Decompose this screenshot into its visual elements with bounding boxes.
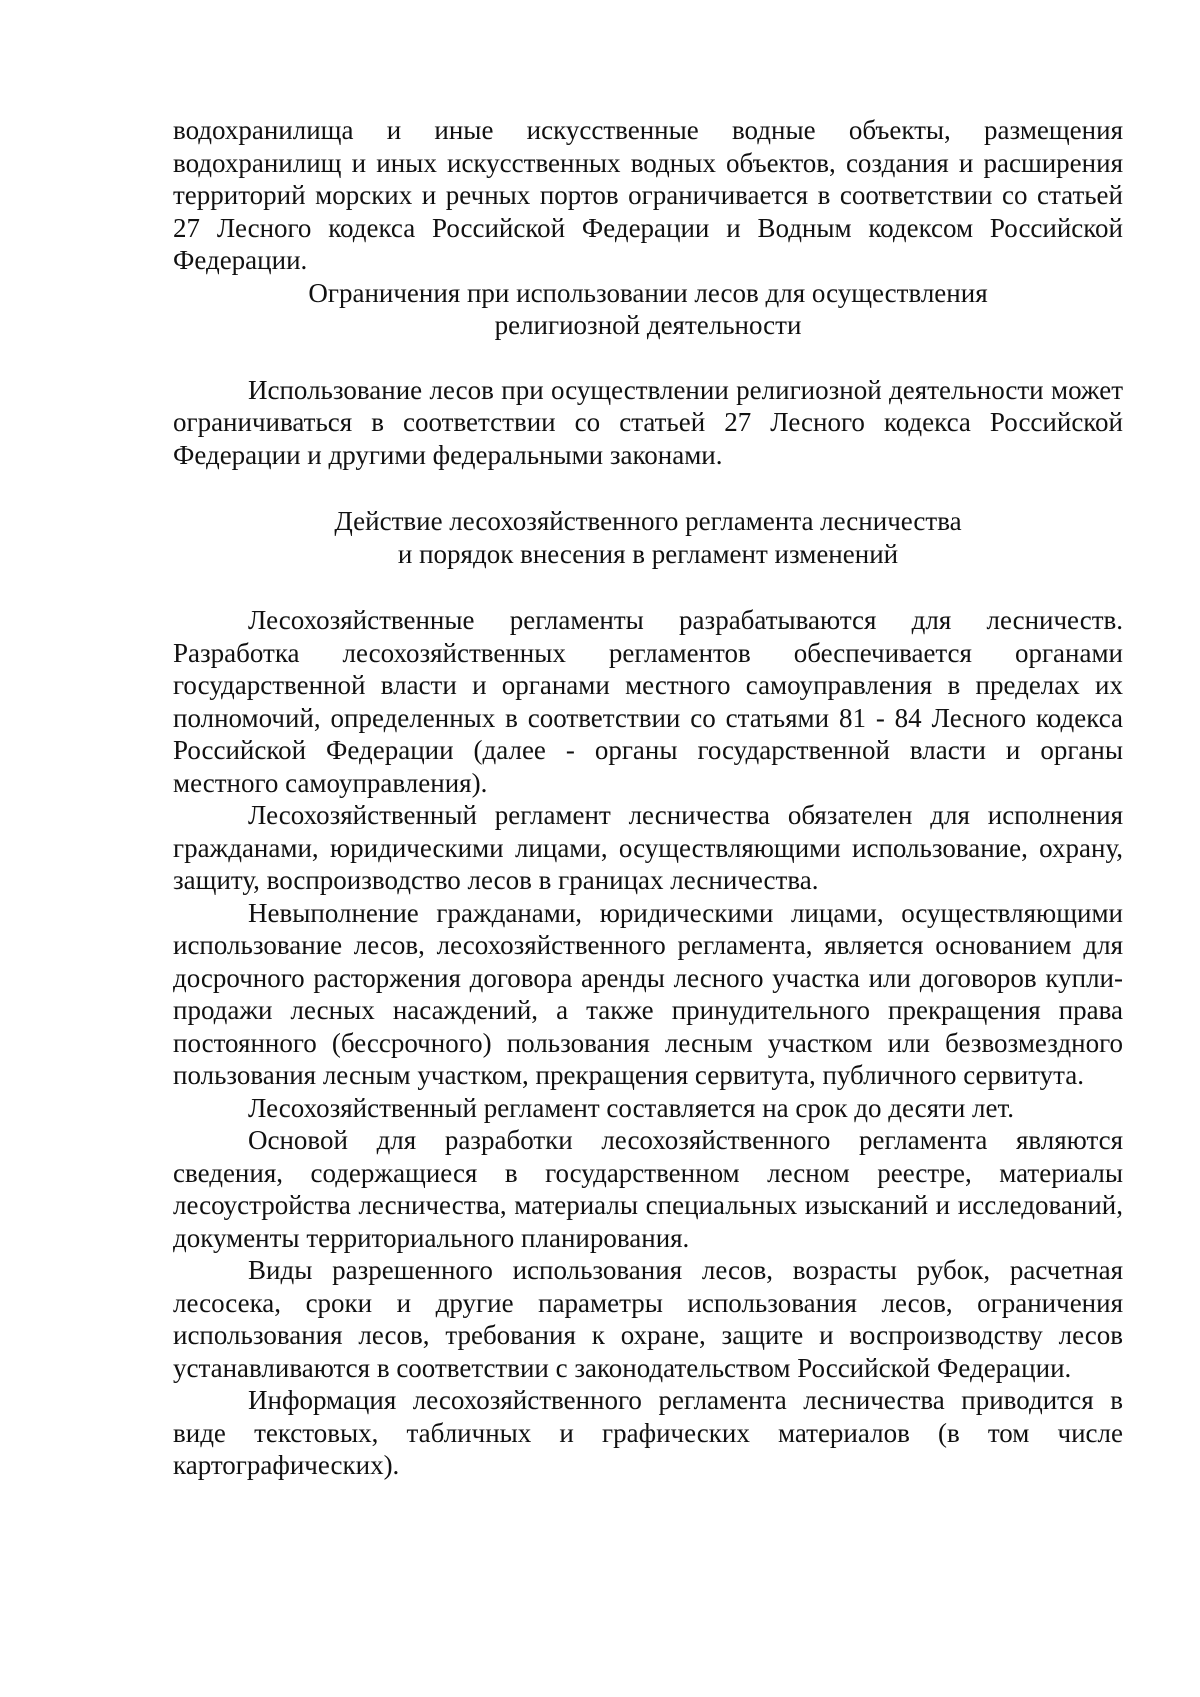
section-heading-regulation: [173, 505, 1123, 570]
spacer: [173, 570, 1123, 604]
heading-line: и порядок внесения в регламент изменений: [397, 538, 899, 569]
paragraph-religious: Использование лесов при осуществлении религиозной деятельности может ограничиваться в соответствии со статьей 27 Лесного кодекса Российской Федерации и другими федеральными законами.: [173, 374, 1123, 470]
paragraph: Лесохозяйственные регламенты разрабатываются для лесничеств. Разработка лесохозяйственных регламентов обеспечивается органами государственной власти и органами местного самоуправления в пределах их полномочий, определенных в соответствии со статьями 81 - 84 Лесного кодекса Российской Федерации (далее - органы государственной власти и органы местного самоуправления).: [173, 605, 1123, 798]
document-page: [173, 114, 1123, 1482]
paragraph: Виды разрешенного использования лесов, возрасты рубок, расчетная лесосека, сроки и другие параметры использования лесов, ограничения использования лесов, требования к охране, защите и воспроизводству лесов устанавливаются в соответствии с законодательством Российской Федерации.: [173, 1255, 1123, 1383]
paragraph: Основой для разработки лесохозяйственного регламента являются сведения, содержащиеся в государственном лесном реестре, материалы лесоустройства лесничества, материалы специальных изысканий и исследований, документы территориального планирования.: [173, 1125, 1123, 1253]
paragraph: Информация лесохозяйственного регламента лесничества приводится в виде текстовых, табличных и графических материалов (в том числе картографических).: [173, 1385, 1123, 1480]
section-heading-religious: [173, 277, 1123, 342]
paragraph: Лесохозяйственный регламент составляется на срок до десяти лет.: [248, 1092, 1015, 1123]
paragraph: Лесохозяйственный регламент лесничества обязателен для исполнения гражданами, юридическими лицами, осуществляющими использование, охрану, защиту, воспроизводство лесов в границах лесничества.: [173, 800, 1123, 895]
spacer: [173, 342, 1123, 374]
heading-line: Ограничения при использовании лесов для осуществления: [308, 277, 988, 308]
continuation-paragraph: водохранилища и иные искусственные водные объекты, размещения водохранилищ и иных искусственных водных объектов, создания и расширения территорий морских и речных портов ограничивается в соответствии со статьей 27 Лесного кодекса Российской Федерации и Водным кодексом Российской Федерации.: [173, 115, 1123, 275]
heading-line: религиозной деятельности: [494, 310, 802, 340]
heading-line: Действие лесохозяйственного регламента лесничества: [334, 506, 962, 536]
spacer: [173, 471, 1123, 505]
paragraph: Невыполнение гражданами, юридическими лицами, осуществляющими использование лесов, лесохозяйственного регламента, является основанием для досрочного расторжения договора аренды лесного участка или договоров купли-продажи лесных насаждений, а также принудительного прекращения права постоянного (бессрочного) пользования лесным участком или безвозмездного пользования лесным участком, прекращения сервитута, публичного сервитута.: [173, 897, 1123, 1090]
